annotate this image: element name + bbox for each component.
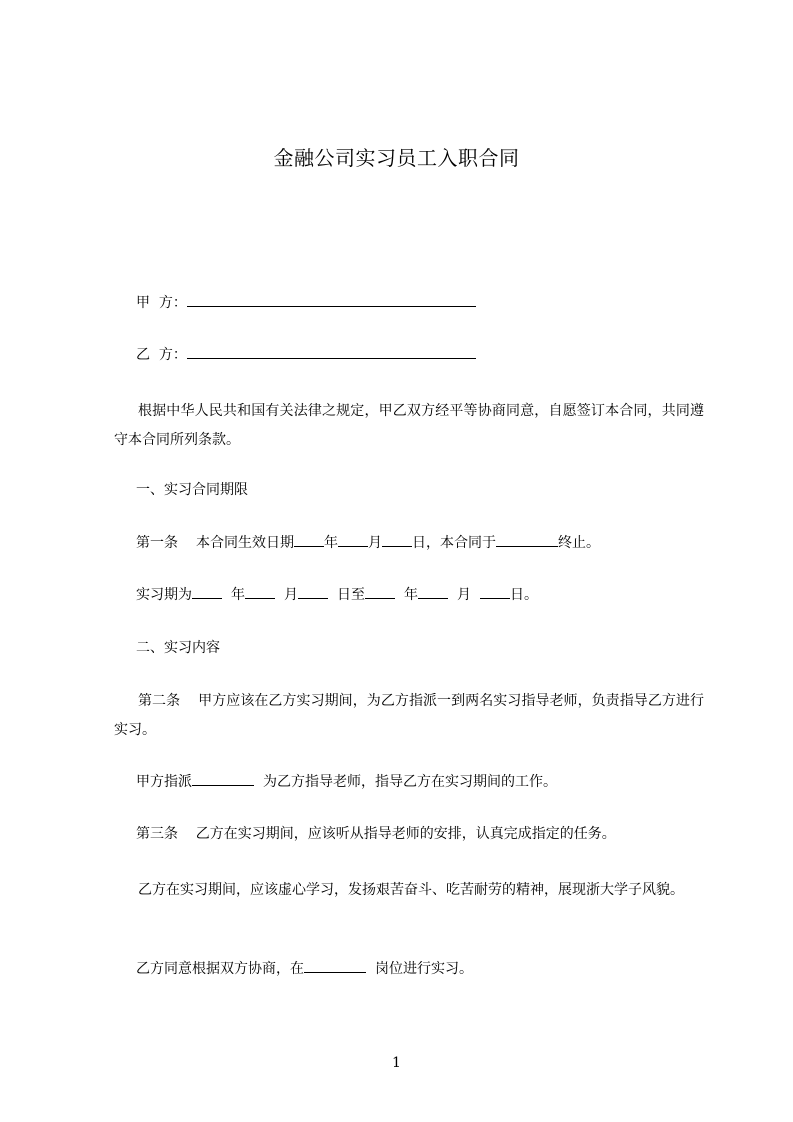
preamble-paragraph: 根据中华人民共和国有关法律之规定，甲乙双方经平等协商同意，自愿签订本合同，共同遵守本合同所列条款。 [114,403,704,448]
assign-suffix: 为乙方指导老师，指导乙方在实习期间的工作。 [263,774,557,790]
period-day-end: 日。 [510,587,538,603]
period-year-2: 年 [404,587,418,603]
period-month-1: 月 [284,587,298,603]
period-year-1: 年 [231,587,245,603]
termination-blank [496,532,558,547]
article1-end: 终止。 [558,535,600,551]
article2-paragraph: 第二条 甲方应该在乙方实习期间，为乙方指派一到两名实习指导老师，负责指导乙方进行实习。 [114,693,704,738]
section1-heading: 一、实习合同期限 [136,482,248,498]
study-paragraph: 乙方在实习期间，应该虚心学习，发扬艰苦奋斗、吃苦耐劳的精神，展现浙大学子风貌。 [138,882,684,898]
party-b-line [136,344,476,365]
advisor-name-blank [192,771,254,786]
article1-text: 本合同生效日期 [196,535,294,551]
period-label: 实习期为 [136,587,192,603]
article1-month: 月 [368,535,382,551]
effective-month-blank [338,532,368,547]
position-suffix: 岗位进行实习。 [375,961,473,977]
start-month-blank [245,584,275,599]
document-title: 金融公司实习员工入职合同 [273,146,520,170]
effective-day-blank [382,532,412,547]
assign-line [136,771,557,792]
party-a-line [136,292,476,313]
end-day-blank [480,584,510,599]
end-year-blank [365,584,395,599]
section2-heading: 二、实习内容 [136,640,220,656]
position-line [136,958,473,979]
period-month-2: 月 [457,587,471,603]
period-line [136,584,538,605]
page-number: 1 [392,1055,401,1071]
end-month-blank [418,584,448,599]
position-blank [304,958,366,973]
party-a-label: 甲 方： [136,295,187,311]
party-b-blank [187,344,476,359]
period-day-to: 日至 [337,587,365,603]
article1-line [136,532,600,553]
party-b-label: 乙 方： [136,347,187,363]
start-year-blank [192,584,222,599]
assign-prefix: 甲方指派 [136,774,192,790]
effective-year-blank [294,532,324,547]
article1-label: 第一条 [136,535,178,551]
position-prefix: 乙方同意根据双方协商，在 [136,961,304,977]
party-a-blank [187,292,476,307]
article1-day: 日，本合同于 [412,535,496,551]
article3-line: 第三条 乙方在实习期间，应该听从指导老师的安排，认真完成指定的任务。 [136,826,616,842]
start-day-blank [298,584,328,599]
article1-year: 年 [324,535,338,551]
